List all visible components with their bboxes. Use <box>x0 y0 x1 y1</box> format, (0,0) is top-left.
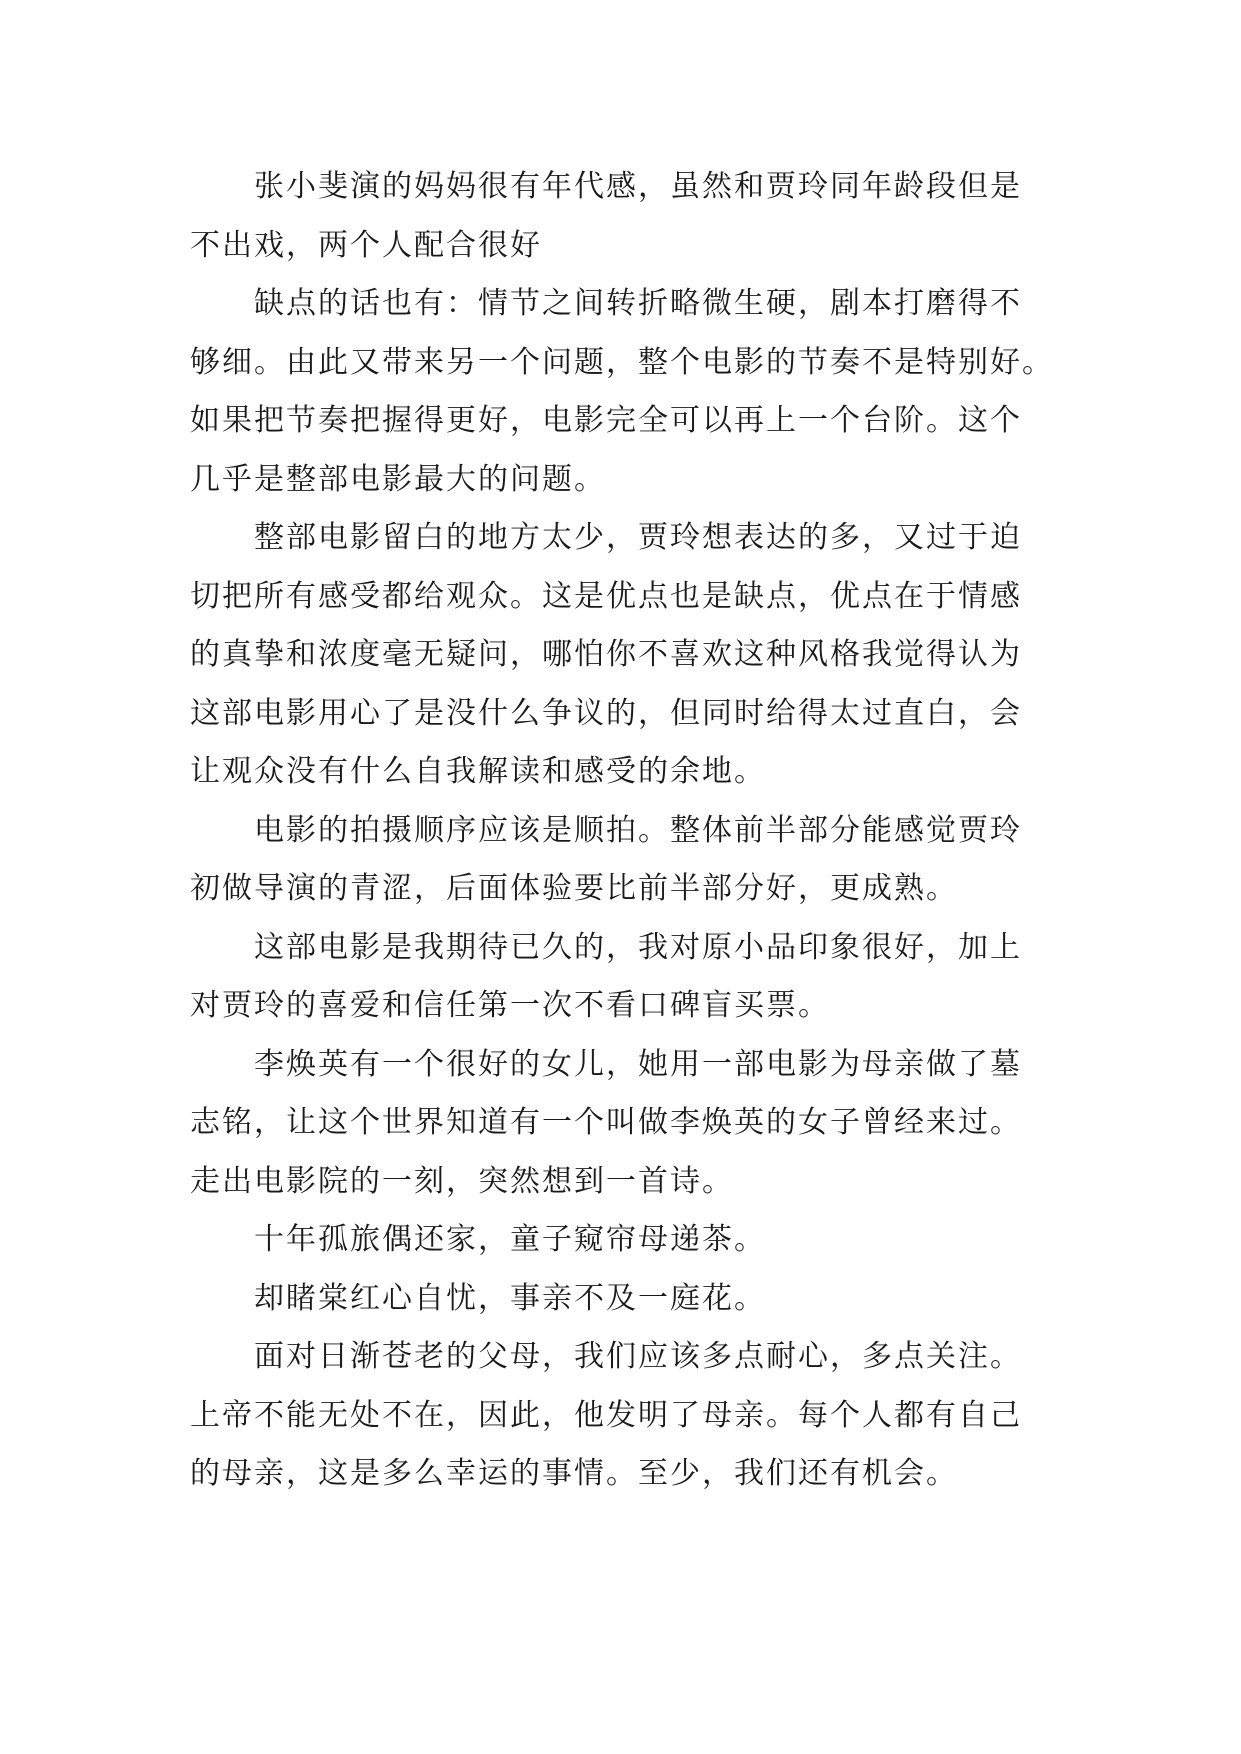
text-line: 够细。由此又带来另一个问题，整个电影的节奏不是特别好。 <box>190 344 1054 380</box>
poem-line <box>190 1270 1070 1329</box>
text-line: 十年孤旅偶还家，童子窥帘母递茶。 <box>254 1222 766 1257</box>
text-line: 几乎是整部电影最大的问题。 <box>190 461 606 497</box>
text-line: 走出电影院的一刻，突然想到一首诗。 <box>190 1163 734 1199</box>
text-line: 志铭，让这个世界知道有一个叫做李焕英的女子曾经来过。 <box>190 1105 1022 1140</box>
text-line: 张小斐演的妈妈很有年代感，虽然和贾玲同年龄段但是 <box>254 169 1022 204</box>
text-line: 李焕英有一个很好的女儿，她用一部电影为母亲做了墓 <box>254 1046 1022 1082</box>
text-line: 上帝不能无处不在，因此，他发明了母亲。每个人都有自己 <box>190 1397 1022 1433</box>
document-body <box>190 158 1070 1504</box>
paragraph <box>190 802 1070 919</box>
text-line: 如果把节奏把握得更好，电影完全可以再上一个台阶。这个 <box>190 403 1022 438</box>
text-line: 让观众没有什么自我解读和感受的余地。 <box>190 754 766 789</box>
paragraph <box>190 158 1070 275</box>
text-line: 面对日渐苍老的父母，我们应该多点耐心，多点关注。 <box>254 1339 1022 1374</box>
poem-line <box>190 1211 1070 1270</box>
paragraph <box>190 919 1070 1036</box>
text-line: 初做导演的青涩，后面体验要比前半部分好，更成熟。 <box>190 871 958 906</box>
paragraph <box>190 509 1070 802</box>
text-line: 缺点的话也有：情节之间转折略微生硬，剧本打磨得不 <box>254 286 1022 321</box>
text-line: 整部电影留白的地方太少，贾玲想表达的多，又过于迫 <box>254 520 1022 555</box>
text-line: 的真挚和浓度毫无疑问，哪怕你不喜欢这种风格我觉得认为 <box>190 637 1022 672</box>
paragraph <box>190 1036 1070 1212</box>
paragraph <box>190 275 1070 509</box>
text-line: 却睹棠红心自忧，事亲不及一庭花。 <box>254 1280 766 1316</box>
text-line: 这部电影用心了是没什么争议的，但同时给得太过直白，会 <box>190 695 1022 731</box>
text-line: 切把所有感受都给观众。这是优点也是缺点，优点在于情感 <box>190 578 1022 614</box>
text-line: 对贾玲的喜爱和信任第一次不看口碑盲买票。 <box>190 988 830 1023</box>
text-line: 这部电影是我期待已久的，我对原小品印象很好，加上 <box>254 929 1022 965</box>
text-line: 的母亲，这是多么幸运的事情。至少，我们还有机会。 <box>190 1456 958 1491</box>
paragraph <box>190 1328 1070 1504</box>
text-line: 不出戏，两个人配合很好 <box>190 227 542 263</box>
text-line: 电影的拍摄顺序应该是顺拍。整体前半部分能感觉贾玲 <box>254 812 1022 848</box>
